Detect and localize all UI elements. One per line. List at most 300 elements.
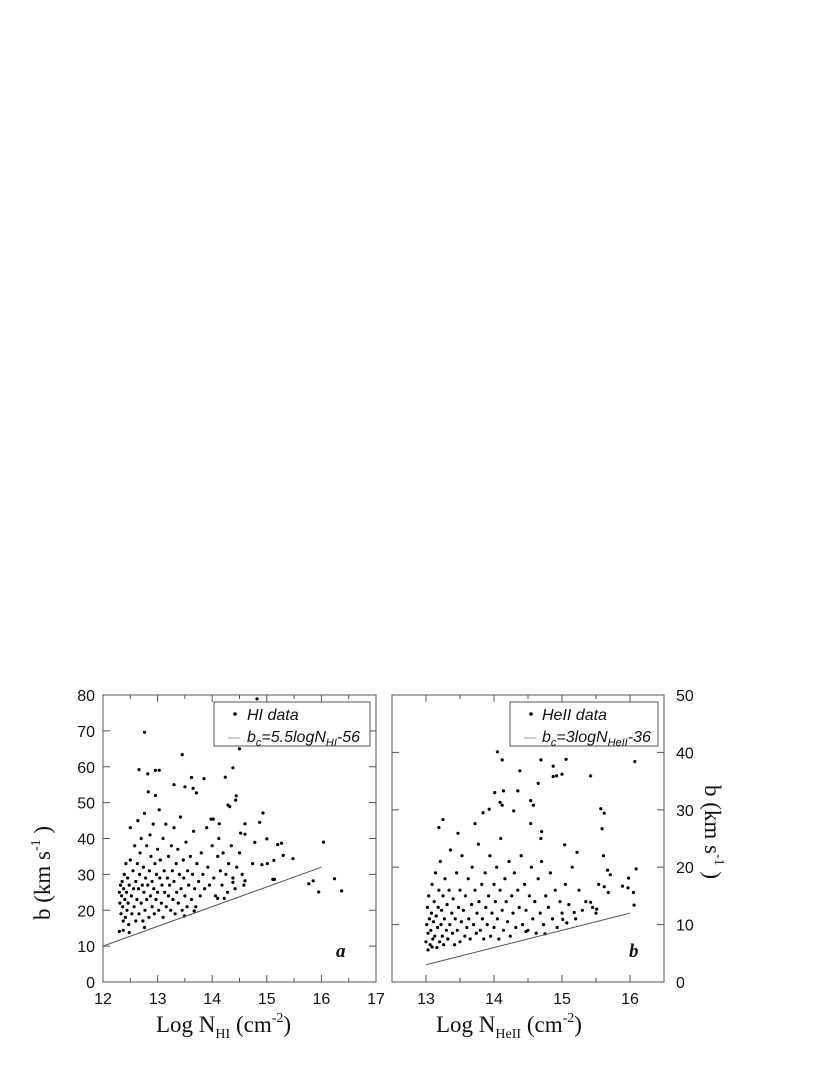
data-point xyxy=(183,894,186,897)
data-point xyxy=(160,902,163,905)
data-point xyxy=(235,866,238,869)
data-point xyxy=(457,906,460,909)
data-point xyxy=(172,880,175,883)
y-tick-label: 50 xyxy=(676,688,694,705)
data-point xyxy=(235,794,238,797)
data-point xyxy=(521,923,524,926)
data-point xyxy=(189,855,192,858)
data-point xyxy=(448,923,451,926)
data-point xyxy=(526,929,529,932)
y-tick-label: 10 xyxy=(676,917,694,935)
data-point xyxy=(141,919,144,922)
data-point xyxy=(130,894,133,897)
data-point xyxy=(507,860,510,863)
data-point xyxy=(148,869,151,872)
data-point xyxy=(490,912,493,915)
data-point xyxy=(143,926,146,929)
data-point xyxy=(181,753,184,756)
data-point xyxy=(140,902,143,905)
data-point xyxy=(430,912,433,915)
data-point xyxy=(132,887,135,890)
data-point xyxy=(154,769,157,772)
data-point xyxy=(558,900,561,903)
x-tick-label: 14 xyxy=(485,991,503,1008)
legend-point-marker xyxy=(233,712,237,716)
data-point xyxy=(199,894,202,897)
data-point xyxy=(455,871,458,874)
data-point xyxy=(463,935,466,938)
data-point xyxy=(482,811,485,814)
data-point xyxy=(183,785,186,788)
data-point xyxy=(464,894,467,897)
data-point xyxy=(149,894,152,897)
data-point xyxy=(510,894,513,897)
data-point xyxy=(426,948,429,951)
data-point xyxy=(560,912,563,915)
data-point xyxy=(230,844,233,847)
data-point xyxy=(194,905,197,908)
data-point xyxy=(475,912,478,915)
data-point xyxy=(162,916,165,919)
y-tick-label: 0 xyxy=(676,975,685,992)
data-point xyxy=(178,873,181,876)
data-point xyxy=(595,908,598,911)
data-point xyxy=(516,889,519,892)
data-point xyxy=(322,841,325,844)
data-point xyxy=(158,876,161,879)
data-point xyxy=(509,935,512,938)
data-point xyxy=(273,878,276,881)
data-point xyxy=(151,905,154,908)
data-point xyxy=(554,889,557,892)
data-point xyxy=(192,830,195,833)
data-point xyxy=(473,822,476,825)
data-point xyxy=(443,917,446,920)
data-point xyxy=(495,866,498,869)
data-point xyxy=(226,891,229,894)
x-tick-label: 15 xyxy=(553,991,571,1008)
data-point xyxy=(231,766,234,769)
data-point xyxy=(539,837,542,840)
data-point xyxy=(158,769,161,772)
data-point xyxy=(606,869,609,872)
data-point xyxy=(172,826,175,829)
data-point xyxy=(153,912,156,915)
data-point xyxy=(480,883,483,886)
data-point xyxy=(152,823,155,826)
data-point xyxy=(202,777,205,780)
data-point xyxy=(551,917,554,920)
y-tick-label: 30 xyxy=(77,867,95,885)
data-point xyxy=(208,884,211,887)
data-point xyxy=(492,883,495,886)
data-point xyxy=(594,912,597,915)
data-point xyxy=(501,909,504,912)
data-point xyxy=(190,898,193,901)
data-point xyxy=(523,883,526,886)
data-point xyxy=(544,894,547,897)
data-point xyxy=(494,900,497,903)
data-point xyxy=(441,935,444,938)
data-point xyxy=(153,862,156,865)
data-point xyxy=(465,926,468,929)
data-point xyxy=(451,932,454,935)
data-point xyxy=(142,866,145,869)
data-point xyxy=(238,851,241,854)
data-point xyxy=(487,894,490,897)
data-point xyxy=(452,897,455,900)
data-point xyxy=(224,776,227,779)
data-point xyxy=(243,822,246,825)
data-point xyxy=(492,926,495,929)
data-point xyxy=(442,943,445,946)
data-point xyxy=(140,837,143,840)
data-point xyxy=(214,894,217,897)
legend-line-label: $b_c=3\log N_{HeII}-36$ xyxy=(542,729,651,749)
data-point xyxy=(427,894,430,897)
data-point xyxy=(192,787,195,790)
data-point xyxy=(147,916,150,919)
data-point xyxy=(602,854,605,857)
data-point xyxy=(120,894,123,897)
data-point xyxy=(243,833,246,836)
data-point xyxy=(151,880,154,883)
data-point xyxy=(175,862,178,865)
data-point xyxy=(475,932,478,935)
data-point xyxy=(542,923,545,926)
data-point xyxy=(231,881,234,884)
data-point xyxy=(137,912,140,915)
data-point xyxy=(537,782,540,785)
threshold-line xyxy=(426,913,630,965)
data-point xyxy=(632,891,635,894)
data-point xyxy=(137,887,140,890)
data-point xyxy=(441,818,444,821)
data-point xyxy=(241,873,244,876)
data-point xyxy=(547,906,550,909)
data-point xyxy=(143,909,146,912)
data-point xyxy=(176,848,179,851)
data-point xyxy=(181,909,184,912)
data-point xyxy=(516,789,519,792)
x-tick-label: 13 xyxy=(417,991,435,1008)
data-point xyxy=(182,876,185,879)
data-point xyxy=(152,887,155,890)
data-point xyxy=(502,929,505,932)
data-point xyxy=(162,837,165,840)
data-point xyxy=(477,843,480,846)
data-point xyxy=(563,843,566,846)
data-point xyxy=(143,812,146,815)
data-point xyxy=(170,844,173,847)
data-point xyxy=(186,905,189,908)
x-axis-title: Log $N_{HI}$ $(cm^{-2})$ xyxy=(156,1011,292,1042)
data-point xyxy=(488,854,491,857)
panel-label: b xyxy=(629,941,639,962)
data-point xyxy=(529,799,532,802)
data-points xyxy=(424,750,637,951)
data-point xyxy=(488,808,491,811)
data-point xyxy=(121,905,124,908)
data-point xyxy=(539,758,542,761)
data-point xyxy=(577,889,580,892)
data-point xyxy=(224,873,227,876)
y-tick-label: 30 xyxy=(676,802,694,820)
data-point xyxy=(528,894,531,897)
data-point xyxy=(133,905,136,908)
x-tick-label: 13 xyxy=(148,991,167,1008)
data-point xyxy=(601,827,604,830)
data-point xyxy=(136,862,139,865)
data-point xyxy=(429,943,432,946)
data-point xyxy=(122,887,125,890)
data-point xyxy=(127,902,130,905)
data-point xyxy=(540,830,543,833)
data-point xyxy=(506,920,509,923)
data-point xyxy=(282,854,285,857)
data-point xyxy=(460,920,463,923)
data-point xyxy=(514,926,517,929)
data-point xyxy=(575,851,578,854)
x-tick-label: 14 xyxy=(203,991,222,1008)
data-point xyxy=(227,862,230,865)
data-point xyxy=(251,862,254,865)
data-point xyxy=(234,887,237,890)
y-tick-label: 10 xyxy=(77,939,95,957)
data-point xyxy=(433,900,436,903)
data-point xyxy=(484,871,487,874)
data-point xyxy=(265,837,268,840)
data-point xyxy=(276,843,279,846)
data-point xyxy=(479,929,482,932)
y-tick-label: 60 xyxy=(77,759,95,777)
data-point xyxy=(603,812,606,815)
y-axis-title: b (km $s^{-1}$ ) xyxy=(700,785,726,880)
data-point xyxy=(167,855,170,858)
data-point xyxy=(201,873,204,876)
data-point xyxy=(564,883,567,886)
data-point xyxy=(499,801,502,804)
data-point xyxy=(493,791,496,794)
data-point xyxy=(172,783,175,786)
data-point xyxy=(180,887,183,890)
data-point xyxy=(581,909,584,912)
data-point xyxy=(128,884,131,887)
data-point xyxy=(156,891,159,894)
data-point xyxy=(182,858,185,861)
data-point xyxy=(171,898,174,901)
data-point xyxy=(518,906,521,909)
data-point xyxy=(171,869,174,872)
data-point xyxy=(513,871,516,874)
data-point xyxy=(486,923,489,926)
data-point xyxy=(216,897,219,900)
y-tick-label: 20 xyxy=(77,903,95,921)
data-point xyxy=(450,912,453,915)
data-point xyxy=(591,906,594,909)
y-tick-label: 70 xyxy=(77,723,95,741)
data-point xyxy=(552,775,555,778)
data-point xyxy=(484,906,487,909)
data-point xyxy=(220,884,223,887)
data-point xyxy=(439,923,442,926)
data-point xyxy=(216,855,219,858)
data-point xyxy=(448,889,451,892)
data-point xyxy=(186,869,189,872)
data-point xyxy=(168,884,171,887)
data-point xyxy=(258,821,261,824)
data-point xyxy=(502,789,505,792)
data-point xyxy=(317,890,320,893)
data-point xyxy=(255,697,258,700)
data-point xyxy=(125,891,128,894)
data-point xyxy=(222,851,225,854)
data-point xyxy=(473,889,476,892)
data-point xyxy=(571,866,574,869)
data-point xyxy=(133,844,136,847)
data-point xyxy=(119,912,122,915)
data-point xyxy=(231,876,234,879)
data-point xyxy=(429,929,432,932)
data-point xyxy=(456,929,459,932)
data-point xyxy=(147,790,150,793)
x-tick-label: 15 xyxy=(257,991,276,1008)
data-point xyxy=(118,902,121,905)
data-point xyxy=(435,914,438,917)
data-point xyxy=(238,747,241,750)
data-point xyxy=(426,906,429,909)
data-point xyxy=(499,837,502,840)
data-point xyxy=(627,877,630,880)
data-point xyxy=(518,769,521,772)
data-point xyxy=(560,773,563,776)
data-point xyxy=(261,811,264,814)
threshold-line xyxy=(103,867,321,946)
panel-b xyxy=(392,688,726,1042)
data-point xyxy=(436,926,439,929)
data-point xyxy=(469,937,472,940)
data-point xyxy=(531,917,534,920)
data-point xyxy=(291,857,294,860)
data-point xyxy=(145,844,148,847)
data-point xyxy=(143,731,146,734)
legend xyxy=(214,702,370,749)
data-point xyxy=(218,822,221,825)
x-tick-label: 17 xyxy=(367,991,385,1008)
data-point xyxy=(144,876,147,879)
y-axis-title: b (km $s^{-1}$ ) xyxy=(29,825,55,920)
data-point xyxy=(511,912,514,915)
data-point xyxy=(179,815,182,818)
data-point xyxy=(437,826,440,829)
data-point xyxy=(453,943,456,946)
data-point xyxy=(212,818,215,821)
legend-line-label: $b_c=5.5\log N_{HI}-56$ xyxy=(247,729,361,749)
data-point xyxy=(118,930,121,933)
data-point xyxy=(163,891,166,894)
data-point xyxy=(156,848,159,851)
data-point xyxy=(433,935,436,938)
data-point xyxy=(499,889,502,892)
data-point xyxy=(503,877,506,880)
data-point xyxy=(136,819,139,822)
data-point xyxy=(163,869,166,872)
data-point xyxy=(197,880,200,883)
data-point xyxy=(497,937,500,940)
data-point xyxy=(555,774,558,777)
data-point xyxy=(467,877,470,880)
data-point xyxy=(146,884,149,887)
data-point xyxy=(340,889,343,892)
data-point xyxy=(535,932,538,935)
data-point xyxy=(169,909,172,912)
data-point xyxy=(134,880,137,883)
data-point xyxy=(165,905,168,908)
data-point xyxy=(435,946,438,949)
data-point xyxy=(191,873,194,876)
data-point xyxy=(223,897,226,900)
data-point xyxy=(437,906,440,909)
data-point xyxy=(501,804,504,807)
data-point xyxy=(439,860,442,863)
data-point xyxy=(589,901,592,904)
data-point xyxy=(243,879,246,882)
data-point xyxy=(607,891,610,894)
data-point xyxy=(520,854,523,857)
data-point xyxy=(239,832,242,835)
data-point xyxy=(597,883,600,886)
data-point xyxy=(157,909,160,912)
data-point xyxy=(228,805,231,808)
data-point xyxy=(195,791,198,794)
legend-point-marker xyxy=(529,712,533,716)
legend-points-label: HeII data xyxy=(542,707,607,724)
data-point xyxy=(333,877,336,880)
data-point xyxy=(441,894,444,897)
data-point xyxy=(446,903,449,906)
data-point xyxy=(428,917,431,920)
data-point xyxy=(146,772,149,775)
data-point xyxy=(211,844,214,847)
data-point xyxy=(633,760,636,763)
data-point xyxy=(626,886,629,889)
data-point xyxy=(123,898,126,901)
data-point xyxy=(609,873,612,876)
data-point xyxy=(139,851,142,854)
data-point xyxy=(312,879,315,882)
data-point xyxy=(454,917,457,920)
data-point xyxy=(512,809,515,812)
data-point xyxy=(537,877,540,880)
data-point xyxy=(467,917,470,920)
data-point xyxy=(118,891,121,894)
y-tick-label: 0 xyxy=(86,975,95,992)
data-point xyxy=(166,876,169,879)
data-point xyxy=(242,884,245,887)
data-point xyxy=(148,833,151,836)
data-point xyxy=(470,903,473,906)
data-point xyxy=(175,891,178,894)
data-point xyxy=(307,882,310,885)
data-point xyxy=(138,873,141,876)
legend-points-label: HI data xyxy=(247,707,299,724)
data-point xyxy=(164,823,167,826)
data-point xyxy=(438,940,441,943)
data-point xyxy=(529,822,532,825)
data-point xyxy=(154,898,157,901)
data-point xyxy=(160,884,163,887)
data-point xyxy=(549,871,552,874)
